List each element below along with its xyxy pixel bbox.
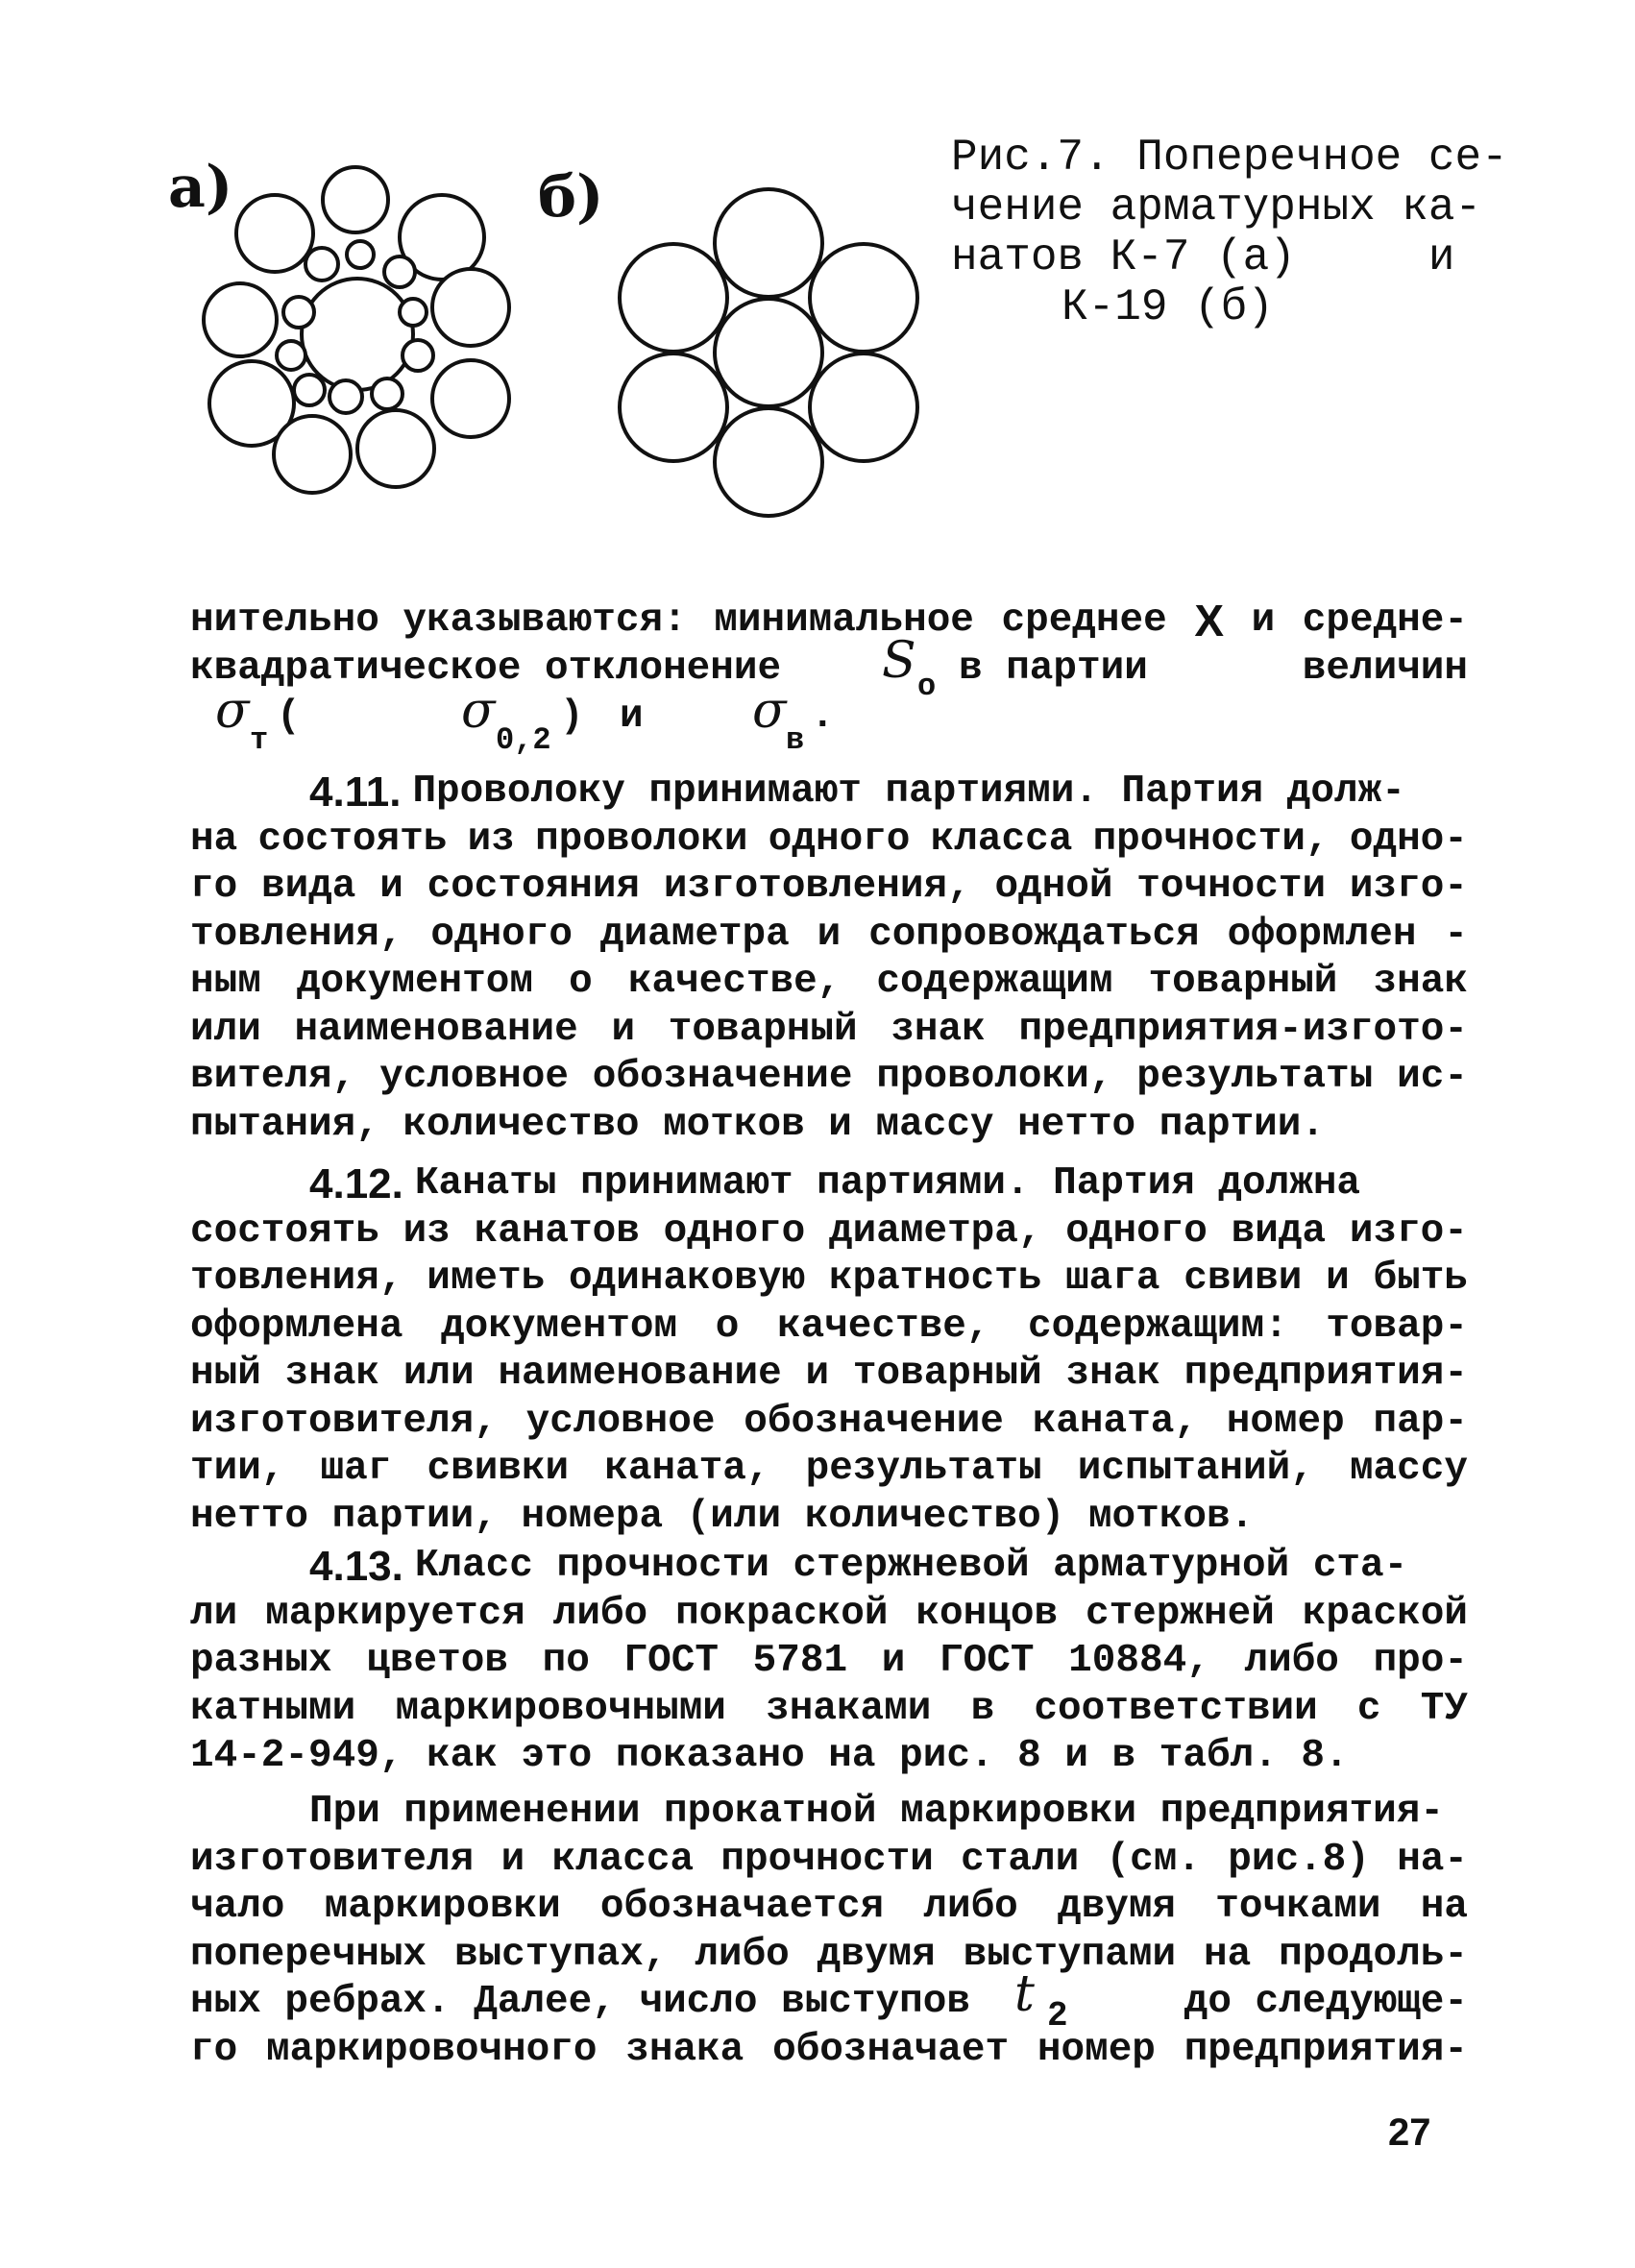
formula-line-3 <box>190 681 1468 761</box>
word: про- <box>1373 1639 1468 1683</box>
word: оформлена <box>190 1304 403 1349</box>
word: прочности <box>720 1837 934 1882</box>
caption-line: К-19 (б) <box>1062 282 1274 332</box>
wire-circle <box>810 354 917 461</box>
word: и <box>1326 1256 1350 1301</box>
word: одинаковую <box>569 1256 806 1301</box>
word: го <box>190 2027 238 2072</box>
word: на <box>1420 1885 1468 1929</box>
word: нительно указываются: <box>190 598 687 643</box>
word: каната, <box>1032 1399 1198 1444</box>
word: номер <box>1037 2027 1156 2072</box>
word: знак <box>284 1352 380 1396</box>
word: концов <box>915 1591 1059 1636</box>
word: ным <box>190 960 261 1004</box>
word: точками <box>1215 1885 1381 1929</box>
word: товарный <box>1148 960 1338 1004</box>
figure-label-a: a) <box>168 154 233 221</box>
paragraph-line <box>190 1208 1468 1256</box>
word: или <box>403 1352 475 1396</box>
paragraph-line <box>190 864 1468 912</box>
word: обозначение <box>744 1399 1004 1444</box>
word: испытаний, <box>1077 1447 1314 1491</box>
paragraph-line <box>190 1160 1468 1208</box>
word: маркировочного <box>266 2027 598 2072</box>
phrase: величин <box>1302 646 1468 691</box>
cable-section-b-diagram <box>605 187 932 519</box>
word: средне- <box>1302 598 1468 643</box>
word: соответствии <box>1034 1686 1318 1731</box>
paragraph-4-11 <box>190 768 1468 1149</box>
word: одного <box>430 912 573 957</box>
word: двумя <box>1058 1885 1177 1929</box>
word: стали <box>961 1837 1080 1882</box>
paragraph-line <box>190 1884 1468 1932</box>
word: краской <box>1302 1591 1468 1636</box>
word: чало <box>190 1885 285 1929</box>
paragraph-line <box>190 1591 1468 1639</box>
word: обозначается <box>599 1885 885 1929</box>
line-text: Класс прочности стержневой арматурной ста- <box>414 1544 1408 1588</box>
word: покраской <box>675 1591 889 1636</box>
word: в <box>970 1686 995 1731</box>
paragraph-line <box>190 2027 1468 2075</box>
sigma-02-symbol: σ <box>461 681 496 740</box>
word: знаками <box>766 1686 932 1731</box>
word: документом <box>441 1304 678 1349</box>
word: товарный <box>852 1352 1042 1396</box>
word: товления, <box>190 1256 403 1301</box>
wire-circle <box>204 283 277 356</box>
section-number: 4.13. <box>309 1543 403 1590</box>
word: либо <box>923 1885 1018 1929</box>
word: ли <box>190 1591 238 1636</box>
sigma-02-subscript: 0,2 <box>496 721 551 758</box>
paragraph-line <box>190 1304 1468 1352</box>
word: товления, <box>190 912 403 957</box>
word: и <box>1251 598 1276 643</box>
word: проволоки <box>535 817 748 862</box>
word: 10884, <box>1068 1639 1210 1683</box>
wire-circle <box>305 248 338 280</box>
paragraph-line: нетто партии, номера (или количество) мотков. <box>190 1494 1255 1539</box>
word: кратность <box>828 1256 1042 1301</box>
word: цветов <box>366 1639 508 1683</box>
figure-label-b: б) <box>538 163 604 231</box>
line-text: Проволоку принимают партиями. Партия долж- <box>412 769 1405 814</box>
word: быть <box>1373 1256 1468 1301</box>
word: содержащим <box>876 960 1113 1004</box>
line-text: Канаты принимают партиями. Партия должна <box>414 1161 1361 1206</box>
word: и <box>881 1639 906 1683</box>
word: о <box>569 960 593 1004</box>
word: выступах, <box>453 1932 668 1977</box>
word: ТУ <box>1420 1686 1468 1731</box>
wire-circle <box>302 279 413 390</box>
wire-circle <box>432 269 509 346</box>
paragraph-line <box>190 959 1468 1007</box>
word: состоять <box>190 1208 379 1254</box>
word: оформлен <box>1227 912 1417 957</box>
s0-subscript: о <box>917 668 937 704</box>
sigma-v-subscript: в <box>786 721 805 758</box>
paragraph-line: пытания, количество мотков и массу нетто партии. <box>190 1102 1325 1147</box>
word: катными <box>190 1686 356 1731</box>
word: разных <box>190 1639 332 1683</box>
wire-circle <box>620 354 727 461</box>
wire-circle <box>347 241 374 268</box>
word: либо <box>695 1932 790 1977</box>
wire-circle <box>329 380 362 413</box>
paragraph-line <box>190 1932 1468 1980</box>
word: минимальное <box>714 598 974 643</box>
word: одного <box>1065 1208 1208 1254</box>
word: товарный <box>668 1007 858 1052</box>
word: пар- <box>1373 1399 1468 1444</box>
page-number: 27 <box>1388 2111 1431 2154</box>
sigma-t-symbol: σ <box>215 681 250 740</box>
word: изго- <box>1349 865 1468 909</box>
word: условное <box>525 1399 716 1444</box>
section-number: 4.11. <box>309 768 402 816</box>
wire-circle <box>236 195 313 272</box>
word: на <box>190 817 238 862</box>
word: наименование <box>498 1352 782 1396</box>
formula-line-1 <box>190 597 1468 646</box>
word: на <box>1203 1932 1252 1977</box>
line-text: ных ребрах. Далее, число выступов <box>190 1980 970 2024</box>
wire-circle <box>357 410 434 487</box>
word: наименование <box>294 1007 578 1052</box>
word: из <box>467 817 515 862</box>
word: го <box>190 865 238 909</box>
word: ГОСТ <box>940 1639 1035 1683</box>
figure-caption <box>951 133 1508 332</box>
formula-block <box>190 597 1468 761</box>
word: и <box>611 1007 636 1052</box>
word: вида <box>261 865 356 909</box>
word: предприятия-изгото- <box>1018 1007 1468 1052</box>
word: ГОСТ <box>623 1639 719 1683</box>
wire-circle <box>323 167 388 232</box>
word: поперечных <box>190 1932 427 1977</box>
word: содержащим: <box>1028 1304 1288 1349</box>
and-word: и <box>620 694 644 739</box>
wire-circle <box>294 375 325 405</box>
word: предприятия- <box>1184 1352 1468 1396</box>
word: предприятия- <box>1184 2027 1468 2072</box>
paragraph-line <box>190 912 1468 960</box>
word: иметь <box>427 1256 546 1301</box>
paragraph-line: При применении прокатной маркировки предприятия- <box>309 1790 1444 1834</box>
word: продоль- <box>1279 1932 1468 1977</box>
wire-circle <box>715 299 822 406</box>
word: из <box>403 1208 451 1254</box>
word: (см. <box>1106 1837 1201 1882</box>
phrase: в партии <box>959 646 1148 691</box>
wire-circle <box>715 408 822 516</box>
paragraph-line <box>190 1686 1468 1734</box>
word: свиви <box>1184 1256 1303 1301</box>
word: стержней <box>1085 1591 1275 1636</box>
paragraph-line <box>190 817 1468 865</box>
word: каната, <box>604 1447 770 1491</box>
word: и <box>805 1352 830 1396</box>
paragraph-line <box>190 1543 1468 1591</box>
wire-circle <box>620 244 727 352</box>
word: одного <box>768 817 911 862</box>
word: одно- <box>1349 817 1468 862</box>
word: качестве, <box>776 1304 990 1349</box>
word: о <box>715 1304 740 1349</box>
word: знака <box>625 2027 744 2072</box>
t2-subscript: 2 <box>1047 1996 1068 2036</box>
paragraph-4-13 <box>190 1543 1468 1781</box>
word: и <box>500 1837 525 1882</box>
word: проволоки, <box>876 1055 1113 1099</box>
word: либо <box>552 1591 648 1636</box>
cable-section-a-diagram <box>183 163 528 500</box>
word: знак <box>1065 1352 1160 1396</box>
word: по <box>542 1639 590 1683</box>
section-number: 4.12. <box>309 1160 403 1207</box>
word: изготовления, <box>663 865 971 909</box>
word: канатов <box>474 1208 640 1254</box>
word: знак <box>891 1007 986 1052</box>
word: и <box>379 865 403 909</box>
word: точности <box>1136 865 1327 909</box>
variable-x: X <box>1194 596 1224 646</box>
wire-circle <box>400 299 427 326</box>
word: или <box>190 1007 261 1052</box>
wire-circle <box>384 256 415 287</box>
word: диаметра, <box>829 1208 1042 1254</box>
sigma-t-subscript: т <box>250 721 269 758</box>
word: знак <box>1373 960 1468 1004</box>
word: класса <box>930 817 1073 862</box>
word: ис- <box>1397 1055 1468 1099</box>
t2-symbol: t <box>1014 1965 1035 2023</box>
wire-circle <box>372 378 403 409</box>
word: класса <box>551 1837 695 1882</box>
word: сопровождаться <box>868 912 1200 957</box>
word: шага <box>1065 1256 1160 1301</box>
word: маркировки <box>324 1885 561 1929</box>
word: одного <box>663 1208 806 1254</box>
word: условное <box>379 1055 569 1099</box>
wire-circle <box>403 340 433 371</box>
word: изготовителя, <box>190 1399 498 1444</box>
wire-circle <box>810 244 917 352</box>
paragraph-line <box>190 1638 1468 1686</box>
paragraph-line <box>190 1446 1468 1494</box>
word: товар- <box>1326 1304 1468 1349</box>
wire-circle <box>715 189 822 297</box>
word: и <box>817 912 842 957</box>
word: обозначает <box>772 2027 1010 2072</box>
word: диаметра <box>599 912 790 957</box>
caption-line: чение арматурных ка- <box>951 183 1482 232</box>
word: с <box>1356 1686 1381 1731</box>
word: результаты <box>1136 1055 1374 1099</box>
word: маркировочными <box>395 1686 726 1731</box>
wire-circle <box>274 416 351 493</box>
word: вителя, <box>190 1055 356 1099</box>
paragraph-line <box>190 1054 1468 1102</box>
paragraph-line <box>190 1007 1468 1055</box>
word: 5781 <box>752 1639 848 1683</box>
word: состоять <box>257 817 448 862</box>
word: маркируется <box>265 1591 525 1636</box>
wire-circle <box>432 360 509 437</box>
word: ный <box>190 1352 261 1396</box>
wire-circle <box>277 341 305 370</box>
caption-line: Рис.7. Поперечное се- <box>951 133 1508 183</box>
word: изго- <box>1349 1208 1468 1254</box>
s0-symbol: S <box>882 631 916 690</box>
word: - <box>1444 912 1468 957</box>
word: тии, <box>190 1447 285 1491</box>
paragraph-line <box>190 1837 1468 1885</box>
paren-close: ) <box>560 694 584 739</box>
sigma-v-symbol: σ <box>752 681 787 740</box>
wire-circle <box>283 297 314 328</box>
word: среднее <box>1001 598 1167 643</box>
word: обозначение <box>592 1055 853 1099</box>
paragraph-marking <box>190 1789 1468 2074</box>
phrase: квадратическое отклонение <box>190 646 782 691</box>
period: . <box>811 694 835 739</box>
paragraph-line <box>190 1351 1468 1399</box>
paren-open: ( <box>277 694 301 739</box>
paragraph-4-12 <box>190 1160 1468 1541</box>
word: вида <box>1231 1208 1327 1254</box>
paragraph-line <box>190 1399 1468 1447</box>
word: двумя <box>817 1932 936 1977</box>
word: массу <box>1349 1447 1468 1491</box>
paragraph-line <box>190 1256 1468 1304</box>
word: качестве, <box>627 960 842 1004</box>
paragraph-line: 14-2-949, как это показано на рис. 8 и в табл. 8. <box>190 1734 1349 1778</box>
formula-line-2 <box>190 631 1468 704</box>
line-text: до следующе- <box>1184 1980 1468 2024</box>
paragraph-line <box>190 1965 1468 2036</box>
word: выступами <box>963 1932 1177 1977</box>
word: номер <box>1226 1399 1345 1444</box>
word: одной <box>994 865 1113 909</box>
word: состояния <box>427 865 641 909</box>
word: документом <box>296 960 533 1004</box>
paragraph-line <box>190 768 1468 817</box>
word: на- <box>1397 1837 1468 1882</box>
word: либо <box>1244 1639 1339 1683</box>
word: прочности, <box>1092 817 1330 862</box>
word: свивки <box>427 1447 570 1491</box>
caption-line: натов К-7 (а) и <box>951 232 1455 282</box>
word: шаг <box>320 1447 392 1491</box>
word: рис.8) <box>1228 1837 1370 1882</box>
word: изготовителя <box>190 1837 475 1882</box>
word: результаты <box>805 1447 1042 1491</box>
